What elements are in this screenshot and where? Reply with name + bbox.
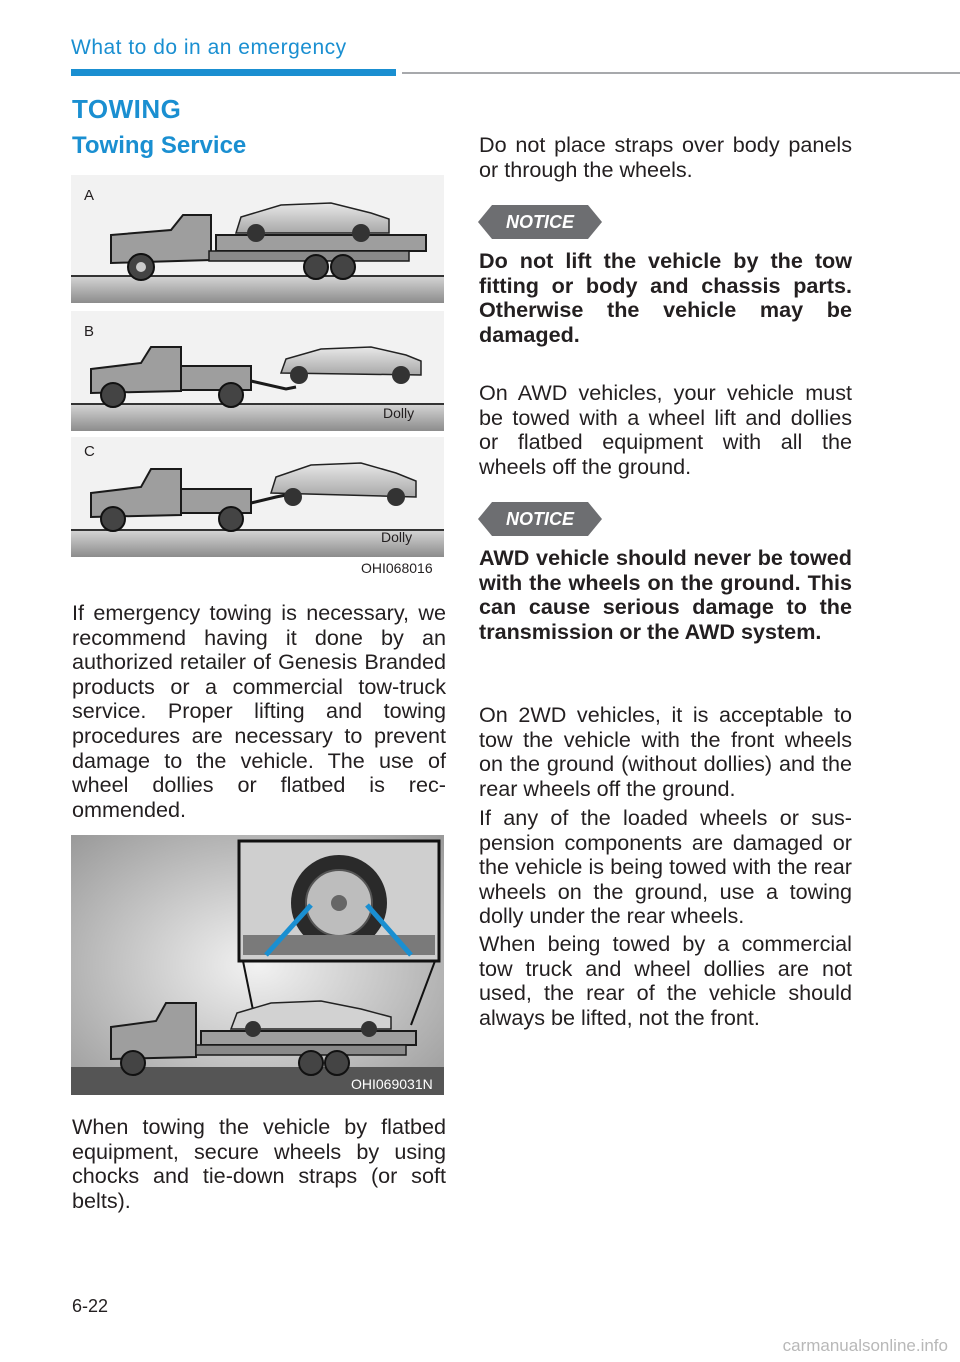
page-number: 6-22	[72, 1296, 109, 1316]
watermark: carmanualsonline.info	[782, 1336, 948, 1355]
panel-a	[71, 175, 444, 303]
panel-label-b: B	[84, 323, 95, 340]
header-rule-accent	[71, 69, 396, 76]
paragraph-2wd: On 2WD vehicles, it is acceptable to tow the vehicle with the front wheels on the ground (without dollies) and the rear wheels off the ground.	[479, 702, 852, 801]
notice-text-tow-fitting: Do not lift the vehicle by the tow fitting or body and chassis parts. Otherwise the vehicle may be damaged.	[479, 248, 852, 347]
notice-badge-2: NOTICE	[492, 502, 588, 536]
paragraph-emergency-towing: If emergency towing is necessary, we recommend having it done by an authorized retailer of Genesis Branded products or a commercial tow-truck service. Proper lifting and towing procedures are necessary to prevent damage to the vehicle. The use of wheel dollies or flatbed is rec-ommended.	[72, 600, 446, 822]
dolly-label-b: Dolly	[383, 405, 415, 421]
chapter-title: TOWING	[72, 94, 182, 124]
dolly-label-c: Dolly	[381, 529, 413, 545]
flatbed-figure	[71, 835, 444, 1095]
panel-label-a: A	[84, 187, 95, 204]
section-header: What to do in an emergency	[71, 36, 347, 59]
notice-badge-1: NOTICE	[492, 205, 588, 239]
subtitle: Towing Service	[72, 132, 247, 159]
notice-text-awd: AWD vehicle should never be towed with the wheels on the ground. This can cause serious damage to the transmission or the AWD system.	[479, 545, 852, 644]
flatbed-illustration	[71, 835, 444, 1095]
figure-code: OHI068016	[361, 560, 433, 576]
panel-label-c: C	[84, 443, 95, 460]
paragraph-straps: Do not place straps over body panels or through the wheels.	[479, 132, 852, 182]
figure-code-2: OHI069031N	[351, 1076, 433, 1092]
paragraph-damaged-wheels: If any of the loaded wheels or sus-pension components are damaged or the vehicle is being towed with the rear wheels on the ground, use a towing dolly under the rear wheels.	[479, 805, 852, 929]
towing-methods-illustration	[71, 175, 444, 557]
paragraph-commercial-tow: When being towed by a commercial tow truck and wheel dollies are not used, the rear of the vehicle should always be lifted, not the front.	[479, 931, 852, 1030]
header-rule	[402, 72, 960, 74]
paragraph-flatbed: When towing the vehicle by flatbed equipment, secure wheels by using chocks and tie-down straps (or soft belts).	[72, 1114, 446, 1213]
paragraph-awd: On AWD vehicles, your vehicle must be towed with a wheel lift and dollies or flatbed equipment with all the wheels off the ground.	[479, 380, 852, 479]
towing-methods-figure	[71, 175, 444, 557]
